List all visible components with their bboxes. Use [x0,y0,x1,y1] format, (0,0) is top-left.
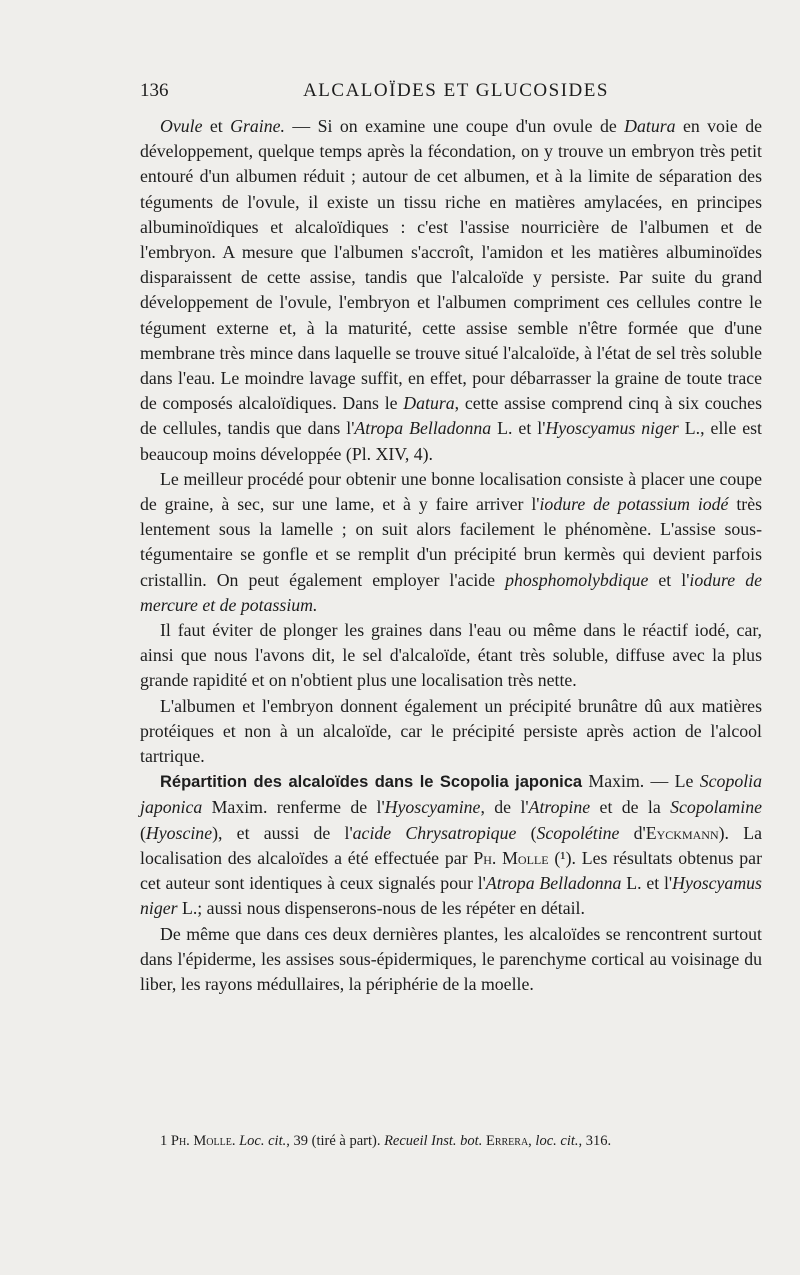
text-run: Maxim. — Le [582,771,700,792]
italic-term: acide Chrysatropique [352,822,517,843]
text-run: très lentement sous la lamelle ; on suit alors facilement le phénomène. L'assise sous-tégumentaire se gonfle et se remplit d'un précipité brun kermès qui devient parfois cristallin. On peut également employer l'acide [140,494,762,590]
author-name: Eyckmann [645,822,719,843]
italic-term: iodure de potassium iodé [539,494,729,515]
text-run: , de l' [480,797,529,818]
text-run: , [528,1133,536,1149]
italic-term: Atropine [528,797,591,818]
italic-term: loc. cit. [535,1133,579,1149]
italic-term: Atropa Belladonna [485,873,622,894]
italic-term: Recueil Inst. bot. [384,1133,483,1149]
body-text [140,114,762,997]
paragraph-repartition: De même que dans ces deux dernières plantes, les alcaloïdes se rencontrent surtout dans l'épiderme, les assises sous-épidermiques, le parenchyme cortical au voisinage du liber, les rayons médullaires, la périphérie de la moelle. [140,923,762,994]
italic-term: Atropa Belladonna [354,418,492,439]
text-run: , 316. [578,1133,612,1149]
footnote-number: 1 [160,1133,168,1149]
paragraph-ovule-graine [140,114,762,467]
text-run: L., elle est beaucoup moins développée (Pl. XIV, 4). [140,418,762,464]
text-run: ). La localisation des alcaloïdes a été effectuée par [140,822,762,868]
text-run: L. et l' [491,418,546,439]
running-header [140,80,772,104]
text-run: et [202,116,231,136]
paragraph-localisation [140,467,762,618]
author-name: Ph. Molle. [170,1133,236,1149]
italic-term: phosphomolybdique [505,569,649,590]
italic-term: Scopolétine [536,822,620,843]
text-run: — Si on examine une coupe d'un ovule de [284,116,625,136]
text-run: L.; aussi nous dispenserons-nous de les répéter en détail. [177,898,585,919]
section-heading: Répartition des alcaloïdes dans le Scopolia japonica [160,773,583,792]
text-run: L. et l' [621,873,673,894]
text-run: , cette assise comprend cinq à six couches de cellules, tandis que dans l' [140,393,762,439]
page-number: 136 [140,80,169,101]
text-run: d' [619,822,646,843]
text-run: et l' [648,569,690,590]
text-run: ), et aussi de l' [212,822,353,843]
text-run: ( [516,822,537,843]
footnote [160,1131,770,1151]
italic-term: Ovule [160,116,203,136]
italic-term: Scopolamine [670,797,762,818]
italic-term: Datura [624,116,676,136]
paragraph-albumen: L'albumen et l'embryon donnent également un précipité brunâtre dû aux matières protéiques et non à un alcaloïde, car le précipité persiste après action de l'alcool tartrique. [140,695,762,767]
italic-term: Hyoscine [145,822,213,843]
text-run: en voie de développement, quelque temps après la fécondation, on y trouve un embryon très petit entouré d'un albumen réduit ; autour de cet albumen, et à la limite de séparation des téguments de l'ovule, il existe un tissu riche en matières amylacées, en principes albuminoïdiques et alcaloïdiques : c'est l'assise nourricière de l'albumen et de l'embryon. A mesure que l'albumen s'accroît, l'amidon et les matières albuminoïdes disparaissent de cette assise, tandis que l'alcaloïde y persiste. Par suite du grand développement de l'ovule, l'embryon et l'albumen compriment ces cellules contre le tégument externe et, à la maturité, cette assise semble n'être formée que d'une membrane très mince dans laquelle se trouve situé l'alcaloïde, à l'état de sel très soluble dans l'eau. Le moindre lavage suffit, en effet, pour débarrasser la graine de toute trace de composés alcaloïdiques. Dans le [140,116,762,414]
text-run: ( [140,822,146,843]
author-name: Errera [485,1133,529,1149]
running-title: ALCALOÏDES ET GLUCOSIDES [303,80,609,101]
italic-term: Datura [403,393,455,414]
paragraph-scopolia [140,769,762,921]
text-run: et de la [590,797,671,818]
paragraph-eviter: Il faut éviter de plonger les graines dans l'eau ou même dans le réactif iodé, car, ainsi que nous l'avons dit, le sel d'alcaloïde, étant très soluble, diffuse avec la plus grande rapidité et on n'obtient plus une localisation très nette. [140,620,762,691]
italic-term: Loc. cit. [239,1133,287,1149]
author-name: Ph. Molle [473,847,549,868]
italic-term: Graine. [230,116,285,136]
italic-term: iodure de mercure et de potassium. [140,569,762,615]
italic-term: Scopolia japonica [140,771,762,818]
italic-term: Hyoscyamine [384,797,481,818]
text-run: Maxim. renferme de l' [202,797,385,818]
italic-term: Hyoscyamus niger [140,873,762,919]
text-run: Le meilleur procédé pour obtenir une bonne localisation consiste à placer une coupe de graine, à sec, sur une lame, et à y faire arriver l' [140,468,762,515]
text-run: (¹). Les résultats obtenus par cet auteur sont identiques à ceux signalés pour l' [140,847,762,894]
text-run: , 39 (tiré à part). [286,1133,385,1149]
italic-term: Hyoscyamus niger [545,418,679,439]
